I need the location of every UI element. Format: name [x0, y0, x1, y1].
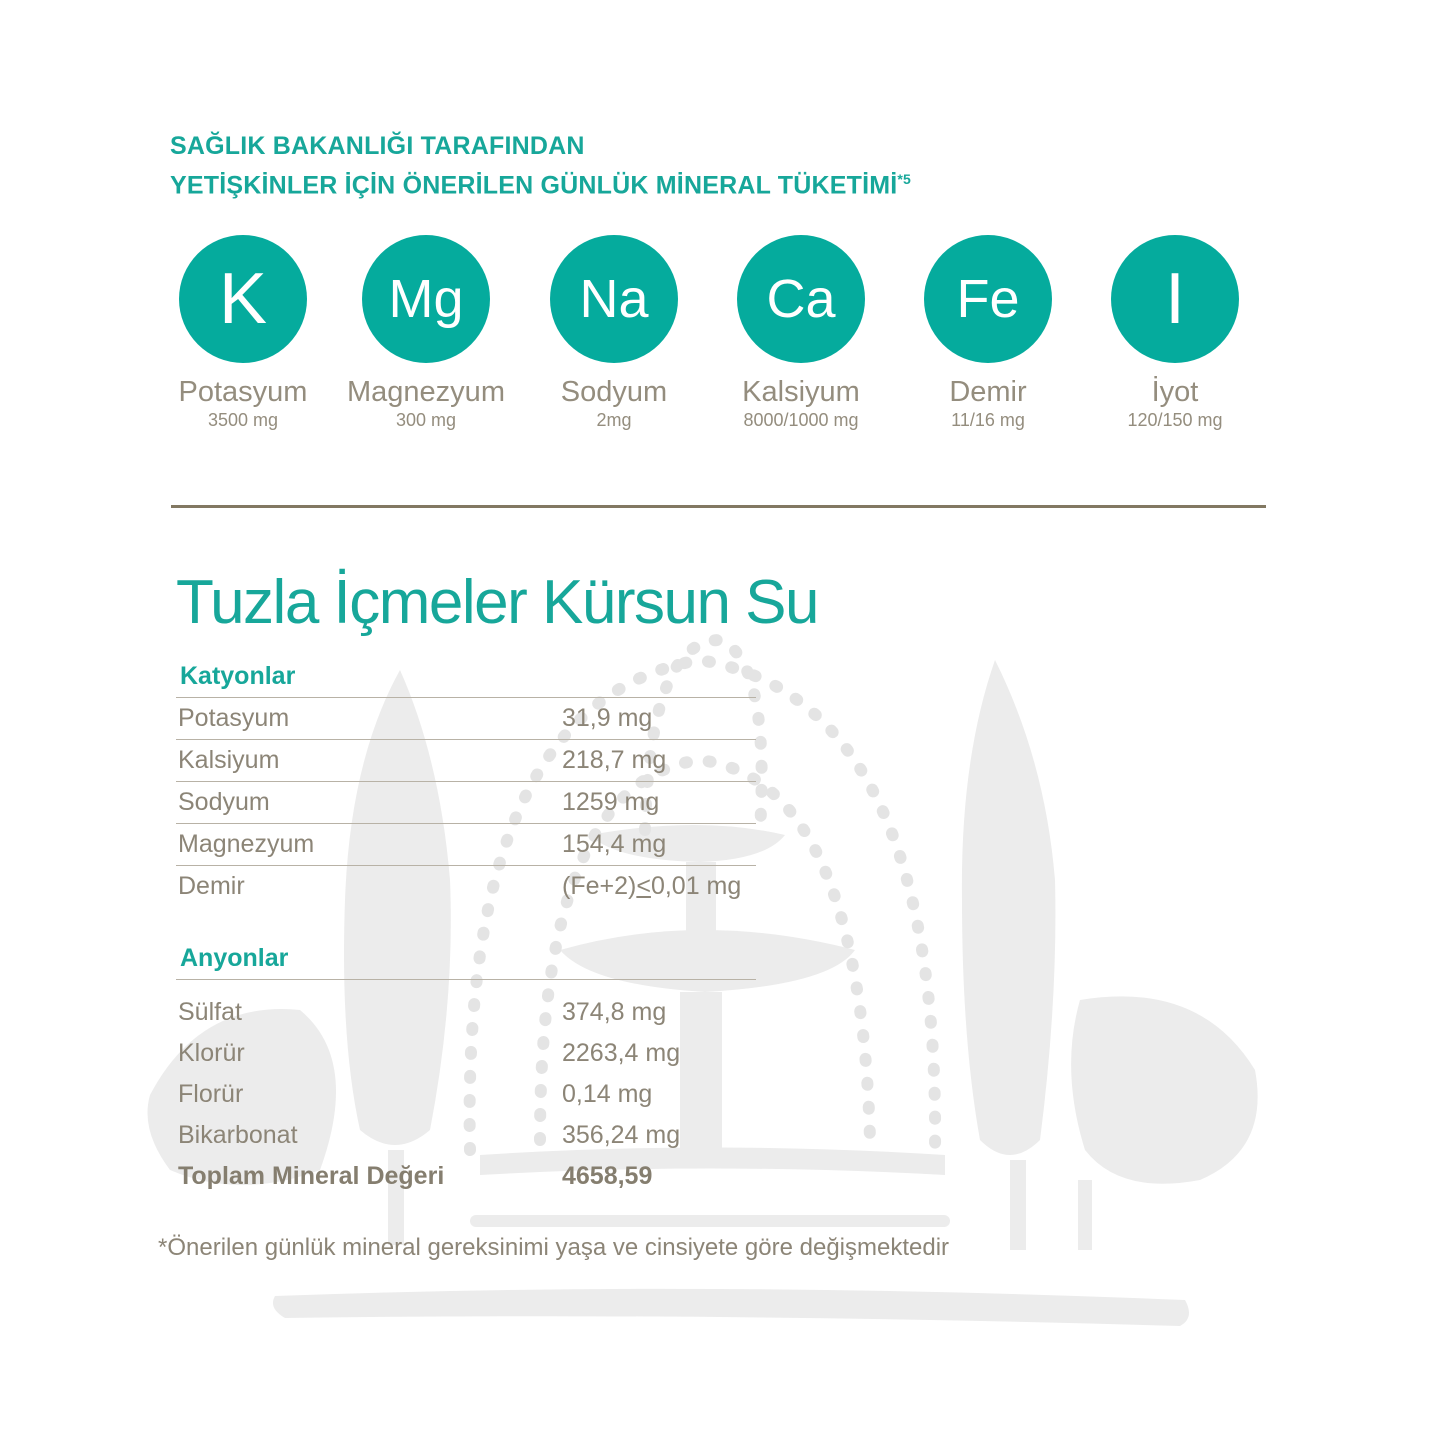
daily-mineral-list	[0, 235, 1445, 445]
row-value: 1259 mg	[562, 788, 660, 816]
row-label: Klorür	[178, 1039, 245, 1067]
row-value: 2263,4 mg	[562, 1039, 681, 1067]
mineral-analysis-table	[176, 655, 756, 1197]
section-divider	[171, 505, 1266, 508]
mineral-symbol-circle: I	[1111, 235, 1239, 363]
table-row	[176, 865, 756, 907]
table-row	[176, 1115, 756, 1156]
recommendation-header	[170, 130, 911, 202]
mineral-symbol-circle: Fe	[924, 235, 1052, 363]
header-line-2-text: YETİŞKİNLER İÇİN ÖNERİLEN GÜNLÜK MİNERAL TÜKETİMİ	[170, 171, 898, 200]
anions-rule	[176, 979, 756, 992]
header-line-2	[170, 163, 911, 202]
mineral-dose: 11/16 mg	[951, 410, 1025, 430]
product-title: Tuzla İçmeler Kürsun Su	[176, 568, 819, 637]
mineral-symbol-circle: K	[179, 235, 307, 363]
row-label: Potasyum	[178, 704, 290, 732]
anions-heading: Anyonlar	[180, 944, 289, 972]
row-value: 374,8 mg	[562, 998, 667, 1026]
mineral-potassium	[143, 235, 343, 431]
table-row	[176, 1074, 756, 1115]
iron-value-prefix: (Fe+2)	[562, 872, 637, 900]
mineral-name: Potasyum	[178, 376, 308, 408]
mineral-name: Demir	[949, 376, 1027, 408]
row-value: 31,9 mg	[562, 704, 653, 732]
header-footnote-ref: *5	[897, 171, 912, 187]
row-label: Bikarbonat	[178, 1121, 298, 1149]
cations-heading: Katyonlar	[180, 662, 296, 690]
table-row	[176, 739, 756, 781]
table-row	[176, 781, 756, 823]
row-value: 0,14 mg	[562, 1080, 653, 1108]
row-value: 218,7 mg	[562, 746, 667, 774]
mineral-symbol-circle: Ca	[737, 235, 865, 363]
mineral-dose: 8000/1000 mg	[743, 410, 859, 430]
iron-value-suffix: 0,01 mg	[650, 872, 742, 900]
mineral-name: Magnezyum	[347, 376, 505, 408]
row-label: Magnezyum	[178, 830, 315, 858]
row-label: Kalsiyum	[178, 746, 280, 774]
row-value: 154,4 mg	[562, 830, 667, 858]
table-row	[176, 697, 756, 739]
mineral-symbol-circle: Mg	[362, 235, 490, 363]
less-equal-symbol: <	[636, 872, 651, 900]
mineral-name: İyot	[1151, 376, 1199, 408]
row-label: Sülfat	[178, 998, 242, 1026]
mineral-iron	[888, 235, 1088, 431]
mineral-sodium	[514, 235, 714, 431]
mineral-dose: 120/150 mg	[1127, 410, 1223, 430]
mineral-iodine	[1075, 235, 1275, 431]
table-row	[176, 823, 756, 865]
section-gap	[176, 907, 756, 937]
row-label: Demir	[178, 872, 245, 900]
row-label: Florür	[178, 1080, 244, 1108]
mineral-dose: 3500 mg	[207, 410, 279, 430]
row-value: 356,24 mg	[562, 1121, 681, 1149]
total-row	[176, 1156, 756, 1197]
footnote: *Önerilen günlük mineral gereksinimi yaşa ve cinsiyete göre değişmektedir	[158, 1234, 950, 1261]
header-line-1: SAĞLIK BAKANLIĞI TARAFINDAN	[170, 132, 585, 160]
mineral-magnesium	[326, 235, 526, 431]
row-label: Sodyum	[178, 788, 270, 816]
table-row	[176, 1033, 756, 1074]
row-value	[562, 872, 741, 901]
mineral-name: Kalsiyum	[742, 376, 860, 408]
mineral-calcium	[701, 235, 901, 431]
total-label: Toplam Mineral Değeri	[178, 1162, 445, 1190]
mineral-dose: 2mg	[596, 410, 632, 430]
mineral-name: Sodyum	[560, 376, 668, 408]
mineral-symbol-circle: Na	[550, 235, 678, 363]
total-value: 4658,59	[562, 1162, 653, 1190]
mineral-dose: 300 mg	[395, 410, 457, 430]
table-row	[176, 992, 756, 1033]
